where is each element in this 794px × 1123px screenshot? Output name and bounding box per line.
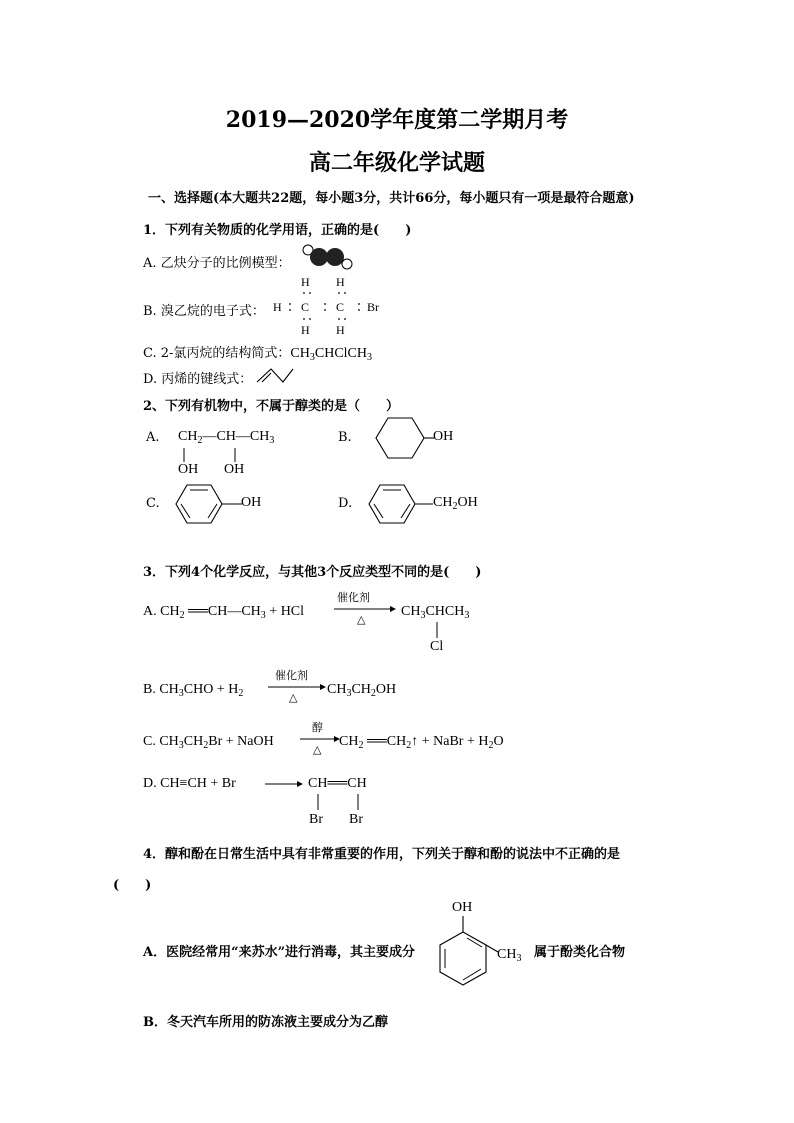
q1-option-c	[143, 342, 372, 362]
bromine-label: Br	[309, 812, 323, 827]
formula-subscript: 3	[346, 688, 352, 699]
q3-stem: 3．下列4个化学反应，与其他3个反应类型不同的是( )	[143, 565, 482, 580]
formula-part: CHCH	[425, 604, 465, 619]
cyclohexanol-oh: OH	[433, 429, 454, 444]
formula-subscript: 2	[358, 740, 364, 751]
propene-skeletal-formula	[255, 364, 295, 384]
cresol-methyl	[497, 947, 521, 963]
formula-part: CH	[327, 682, 347, 697]
formula-part: C. CH	[143, 734, 179, 749]
q1-option-a: A. 乙炔分子的比例模型：	[143, 256, 291, 271]
formula-subscript: 3	[178, 740, 184, 751]
bond-line	[434, 622, 440, 640]
q4-option-b: B．冬天汽车所用的防冻液主要成分为乙醇	[143, 1015, 388, 1030]
propanediol-formula	[178, 429, 274, 445]
hydroxyl-label: OH	[178, 462, 199, 477]
formula-subscript: 3	[260, 610, 266, 621]
atom-c: C	[301, 300, 310, 314]
q3-option-d-product: CH══CH	[308, 776, 367, 791]
alcohol-solvent-label: 醇	[312, 721, 323, 734]
formula-part: Br + NaOH	[208, 734, 274, 749]
formula-subscript: 3	[178, 688, 184, 699]
benzyl-alcohol-group	[433, 495, 478, 511]
q2-stem: 2、下列有机物中，不属于醇类的是（ ）	[143, 399, 400, 414]
formula-subscript: 2	[197, 435, 203, 446]
formula-part: CHO + H	[183, 682, 239, 697]
hydroxyl-label: OH	[224, 462, 245, 477]
atom-h: H	[336, 323, 345, 337]
q4-stem-bracket: ( )	[113, 878, 152, 893]
atom-h: H	[301, 323, 310, 337]
q3-option-a-reactants	[143, 604, 304, 620]
catalyst-label: 催化剂	[337, 591, 370, 604]
formula-part: B. CH	[143, 682, 179, 697]
formula-subscript: 2	[452, 501, 458, 512]
formula-subscript: 3	[464, 610, 470, 621]
formula-part: O	[493, 734, 504, 749]
q2-option-a-label: A.	[146, 430, 160, 445]
atom-c: C	[336, 300, 345, 314]
formula-part: CH	[401, 604, 421, 619]
formula-subscript: 3	[269, 435, 275, 446]
formula-part: —CH—CH	[202, 429, 270, 444]
exam-subtitle: 高二年级化学试题	[308, 150, 485, 176]
formula-part: OH	[457, 495, 478, 510]
section-heading: 一、选择题(本大题共22题，每小题3分，共计66分，每小题只有一项是最符合题意)	[148, 191, 635, 206]
atom-h: H	[273, 300, 282, 314]
formula-part: + HCl	[265, 604, 305, 619]
formula-subscript: 2	[406, 740, 412, 751]
atom-h: H	[301, 275, 310, 289]
heat-label: △	[357, 613, 366, 626]
bond-lines	[314, 794, 364, 812]
cresol-oh: OH	[452, 900, 473, 915]
exam-title: 2019—2020学年度第二学期月考	[225, 107, 569, 133]
acetylene-ball-model	[300, 242, 358, 272]
formula-part: CH	[433, 495, 453, 510]
formula-part: A. CH	[143, 604, 180, 619]
q3-option-c-products	[339, 734, 504, 750]
formula-subscript: 3	[420, 610, 426, 621]
cyclohexane-ring	[364, 416, 434, 460]
atom-br: Br	[367, 300, 379, 314]
formula-subscript: 3	[516, 953, 522, 964]
q1-stem: 1．下列有关物质的化学用语，正确的是( )	[143, 223, 412, 238]
benzene-ring	[172, 483, 244, 525]
q3-option-b-product	[327, 682, 396, 698]
formula-part: ↑ + NaBr + H	[411, 734, 489, 749]
q4-stem: 4．醇和酚在日常生活中具有非常重要的作用，下列关于醇和酚的说法中不正确的是	[143, 847, 621, 862]
formula-part: ══CH	[363, 734, 407, 749]
q1-option-c-formula	[290, 346, 372, 361]
formula-part: CH	[183, 734, 204, 749]
catalyst-label: 催化剂	[275, 669, 308, 682]
q3-option-d-reactants: D. CH≡CH + Br	[143, 776, 236, 791]
q1-option-b: B. 溴乙烷的电子式：	[143, 304, 265, 319]
formula-part: OH	[375, 682, 397, 697]
q1-option-c-label: C. 2-氯丙烷的结构简式：	[143, 346, 291, 361]
heat-label: △	[313, 743, 322, 756]
formula-part: CH	[497, 947, 517, 962]
phenol-oh: OH	[241, 495, 262, 510]
q2-option-c-label: C.	[146, 496, 160, 511]
benzene-ring	[365, 483, 437, 525]
q3-option-a-product	[401, 604, 469, 620]
q2-option-d-label: D.	[338, 496, 353, 511]
formula-part: CH	[351, 682, 371, 697]
formula-subscript: 2	[238, 688, 244, 699]
cresol-structure	[434, 916, 504, 998]
formula-part: CH	[290, 346, 310, 361]
q2-option-b-label: B.	[338, 430, 352, 445]
formula-subscript: 2	[203, 740, 209, 751]
electron-dots	[265, 275, 390, 337]
q3-option-b-reactants	[143, 682, 243, 698]
formula-part: ══CH—CH	[184, 604, 261, 619]
bromoethane-electron-formula	[265, 275, 390, 337]
bromine-label: Br	[349, 812, 363, 827]
formula-subscript: 3	[309, 352, 315, 363]
atom-h: H	[336, 275, 345, 289]
formula-subscript: 2	[488, 740, 494, 751]
q4-option-a-pre: A．医院经常用“来苏水”进行消毒，其主要成分	[143, 945, 416, 960]
chlorine-label: Cl	[430, 639, 444, 654]
formula-part: CH	[178, 429, 198, 444]
formula-subscript: 3	[367, 352, 372, 363]
q3-option-c-reactants	[143, 734, 274, 750]
formula-part: CHClCH	[314, 346, 367, 361]
q1-option-d: D. 丙烯的键线式：	[143, 372, 253, 387]
q4-option-a-post: 属于酚类化合物	[534, 945, 626, 960]
formula-subscript: 2	[370, 688, 376, 699]
formula-part: CH	[339, 734, 359, 749]
formula-subscript: 2	[179, 610, 185, 621]
heat-label: △	[289, 691, 298, 704]
reaction-arrow	[265, 779, 303, 789]
